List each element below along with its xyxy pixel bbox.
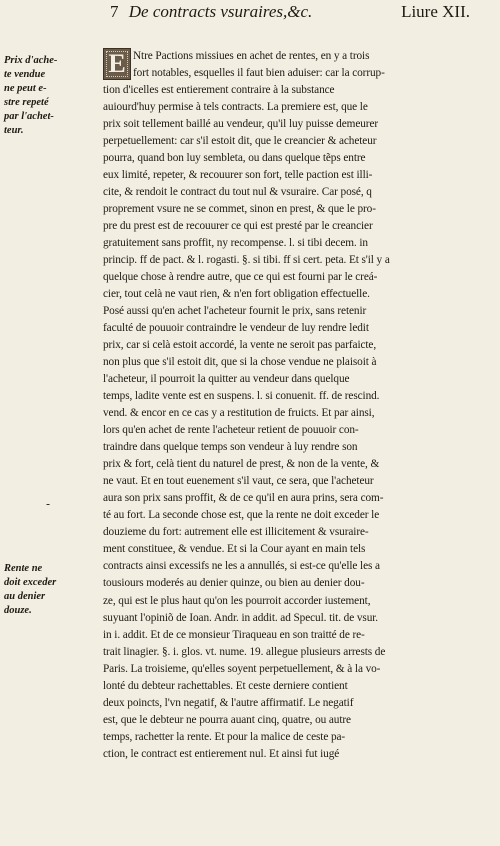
body-line: in i. addit. Et de ce monsieur Tiraqueau en son traitté de re- — [103, 628, 365, 641]
body-line: té au fort. La seconde chose est, que la rente ne doit exceder le — [103, 509, 380, 522]
body-line: deux poincts, l'vn negatif, & l'autre affirmatif. Le negatif — [103, 696, 354, 709]
running-header — [110, 2, 490, 22]
body-line: trait linagier. §. i. glos. vt. nume. 19. allegue plusieurs arrests de — [103, 645, 386, 658]
body-line: douzieme du fort: autrement elle est illicitement & vsuraire- — [103, 526, 369, 539]
body-line: ction, le contract est entierement nul. Et ainsi fut iugé — [103, 747, 340, 760]
body-line: quelque chose à rendre autre, que ce qui est fourni par le creá- — [103, 271, 378, 284]
body-line: cier, tout celà ne vaut rien, & n'en fort obligation effectuelle. — [103, 288, 370, 301]
body-line: cite, & rendoit le contract du tout nul & vsuraire. Car posé, q — [103, 186, 372, 199]
body-line: gratuitement sans proffit, ny recompense. l. si tibi decem. in — [103, 237, 368, 250]
body-line: Ntre Pactions missiues en achet de rentes, en y a trois — [133, 50, 370, 62]
margin-note-line: douze. — [4, 605, 32, 616]
body-line: proprement vsure ne se commet, sinon en prest, & que le pro- — [103, 203, 376, 216]
body-line: Paris. La troisieme, qu'elles soyent perpetuellement, & à la vo- — [103, 662, 381, 675]
body-line: lors qu'en achet de rente l'acheteur retient de pouuoir con- — [103, 424, 359, 437]
body-line: vend. & encor en ce cas y a restitution de fruicts. Et par ainsi, — [103, 407, 375, 420]
margin-note-prix — [4, 54, 96, 138]
body-line: ne vaut. Et en tout euenement s'il vaut, ce sera, que l'acheteur — [103, 475, 374, 488]
body-line: ze, qui est le plus haut qu'on les pourroit accorder iustement, — [103, 594, 371, 607]
body-line: pourra, quand bon luy sembleta, ou dans quelque tẽps entre — [103, 152, 366, 165]
book-number: Liure XII. — [401, 2, 470, 21]
body-line: princip. ff de pact. & l. rogasti. §. si tibi. ff si cert. peta. Et s'il y a — [103, 254, 390, 267]
margin-note-line: ne peut e- — [4, 83, 47, 94]
margin-note-rente — [4, 562, 96, 618]
body-line: auiourd'huy permise à tels contracts. La premiere est, que le — [103, 101, 368, 114]
margin-note-line: Prix d'ache- — [4, 55, 58, 66]
body-line: tion d'icelles est entierement contraire à la substance — [103, 84, 335, 97]
body-line: ment constituee, & vendue. Et si la Cour ayant en main tels — [103, 543, 366, 556]
margin-note-line: doit exceder — [4, 577, 57, 588]
body-line: suyuant l'opiniõ de Ioan. Andr. in addit. ad Specul. tit. de vsur. — [103, 611, 379, 624]
body-line: non plus que s'il estoit dit, que si la chose vendue ne plaisoit à — [103, 356, 377, 369]
body-line: temps, rachetter la rente. Et pour la malice de ceste pa- — [103, 730, 346, 743]
running-title: De contracts vsuraires,&c. — [128, 2, 313, 21]
body-line: pre du prest est de recouurer ce qui est presté par le creancier — [103, 220, 373, 233]
body-line: aura son prix sans proffit, & de ce qu'il en aura prins, sera com- — [103, 492, 384, 505]
margin-note-line: par l'achet- — [4, 111, 54, 122]
margin-dash: - — [46, 497, 51, 511]
page-number: 7 — [110, 2, 119, 21]
margin-note-line: stre repeté — [4, 97, 49, 108]
margin-note-line: teur. — [4, 125, 24, 136]
dropcap-initial: E — [103, 48, 131, 80]
body-line: prix & fort, celà tient du naturel de prest, & non de la vente, & — [103, 458, 380, 471]
body-line: eux limité, repeter, & recouurer son fort, telle paction est illi- — [103, 169, 373, 182]
body-line: traindre dans quelque temps son vendeur à luy rendre son — [103, 441, 358, 454]
body-line: est, que le debteur ne pourra auant cinq, quatre, ou autre — [103, 713, 351, 726]
body-text — [103, 48, 475, 763]
body-line: prix, car si celà estoit accordé, la vente ne seroit pas parfaicte, — [103, 339, 377, 352]
body-line: fort notables, esquelles il faut bien aduiser: car la corrup- — [133, 67, 385, 80]
margin-note-line: Rente ne — [4, 563, 43, 574]
body-line: perpetuellement: car s'il estoit dit, que le creancier & acheteur — [103, 135, 377, 148]
body-line: contracts ainsi excessifs ne les a annullés, si est-ce qu'elle les a — [103, 560, 380, 573]
margin-note-line: te vendue — [4, 69, 46, 80]
body-line: l'acheteur, il pourroit la quitter au vendeur dans quelque — [103, 373, 350, 386]
body-line: tousiours moderés au denier quinze, ou bien au denier dou- — [103, 577, 365, 590]
body-line: temps, ladite vente est en suspens. l. si conuenit. ff. de rescind. — [103, 390, 380, 403]
body-line: faculté de pouuoir contraindre le vendeur de luy rendre ledit — [103, 322, 369, 335]
body-line: lonté du debteur rachettables. Et ceste derniere contient — [103, 679, 348, 692]
margin-note-line: au denier — [4, 591, 46, 602]
body-line: prix soit tellement baillé au vendeur, qu'il luy puisse demeurer — [103, 118, 379, 131]
body-line: Posé aussi qu'en achet l'acheteur fournit le prix, sans retenir — [103, 305, 367, 318]
